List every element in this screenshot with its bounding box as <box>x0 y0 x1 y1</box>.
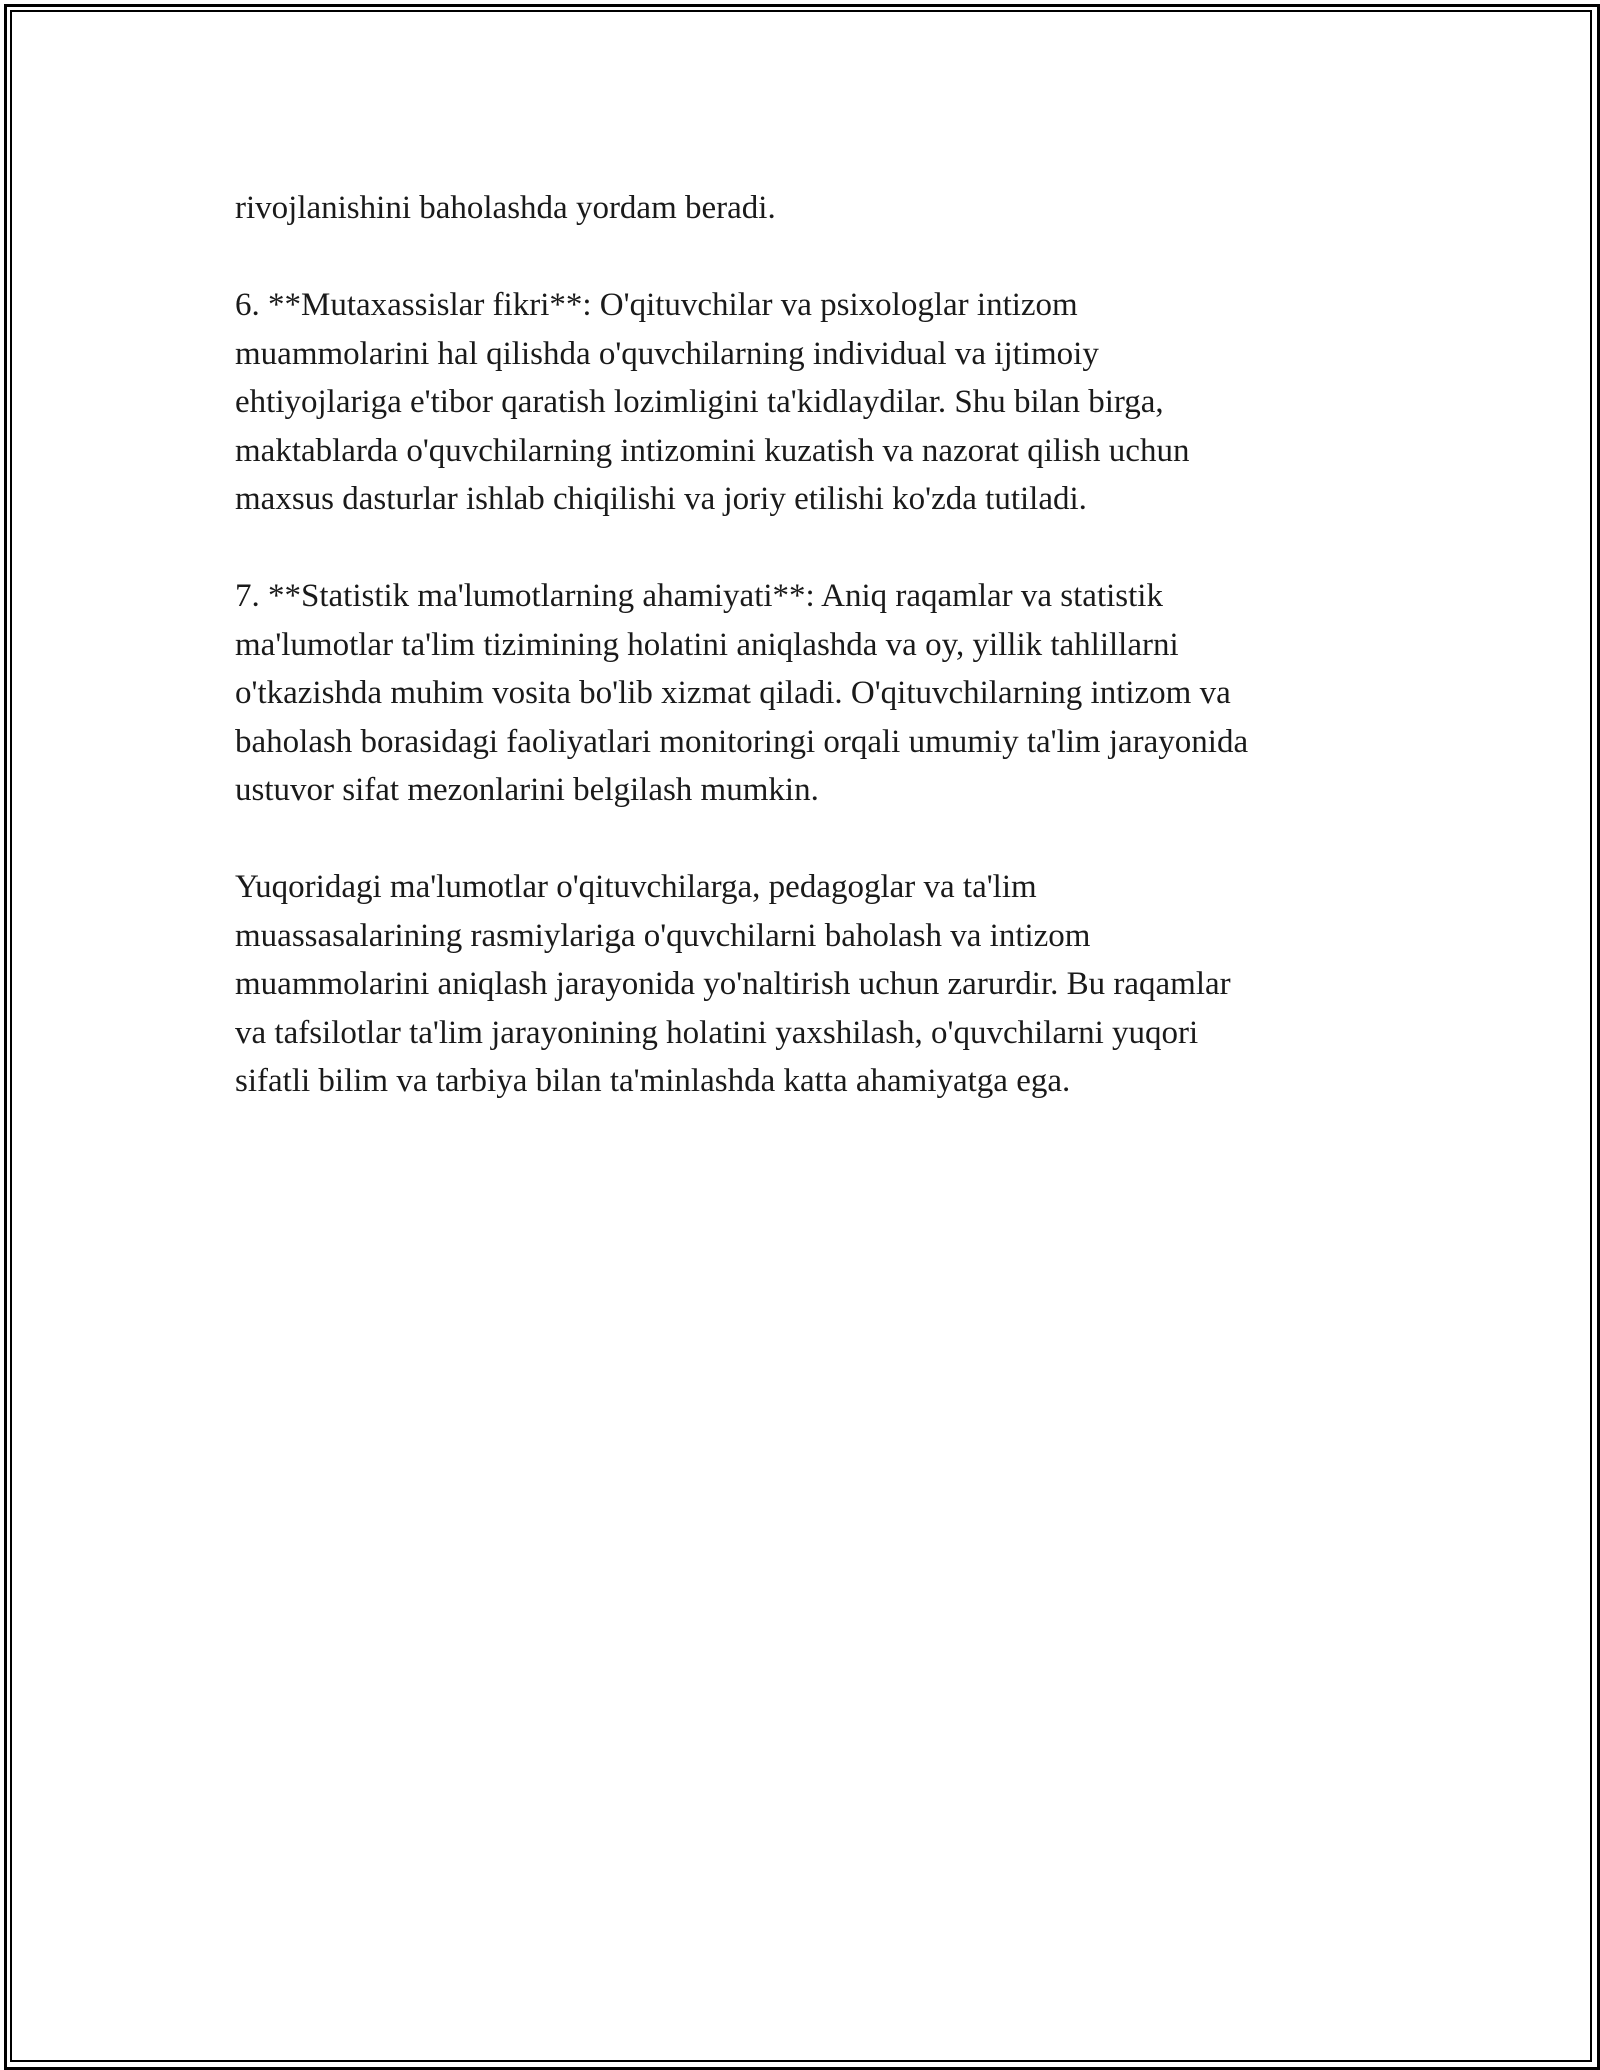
paragraph-conclusion: Yuqoridagi ma'lumotlar o'qituvchilarga, pedagoglar va ta'lim muassasalarining rasmiylariga o'quvchilarni baholash va intizom muammolarini aniqlash jarayonida yo'naltirish uchun zarurdir. Bu raqamlar va tafsilotlar ta'lim jarayonining holatini yaxshilash, o'quvchilarni yuqori sifatli bilim va tarbiya bilan ta'minlashda katta ahamiyatga ega. <box>235 869 1231 1099</box>
document-body <box>235 184 1415 1154</box>
paragraph-expert-opinion: 6. **Mutaxassislar fikri**: O'qituvchilar va psixologlar intizom muammolarini hal qilishda o'quvchilarning individual va ijtimoiy ehtiyojlariga e'tibor qaratish lozimligini ta'kidlaydilar. Shu bilan birga, maktablarda o'quvchilarning intizomini kuzatish va nazorat qilish uchun maxsus dasturlar ishlab chiqilishi va joriy etilishi ko'zda tutiladi. <box>235 287 1190 517</box>
paragraph-statistics-importance: 7. **Statistik ma'lumotlarning ahamiyati**: Aniq raqamlar va statistik ma'lumotlar ta'lim tizimining holatini aniqlashda va oy, yillik tahlillarni o'tkazishda muhim vosita bo'lib xizmat qiladi. O'qituvchilarning intizom va baholash borasidagi faoliyatlari monitoringi orqali umumiy ta'lim jarayonida ustuvor sifat mezonlarini belgilash mumkin. <box>235 578 1249 808</box>
paragraph-continuation: rivojlanishini baholashda yordam beradi. <box>235 190 776 226</box>
